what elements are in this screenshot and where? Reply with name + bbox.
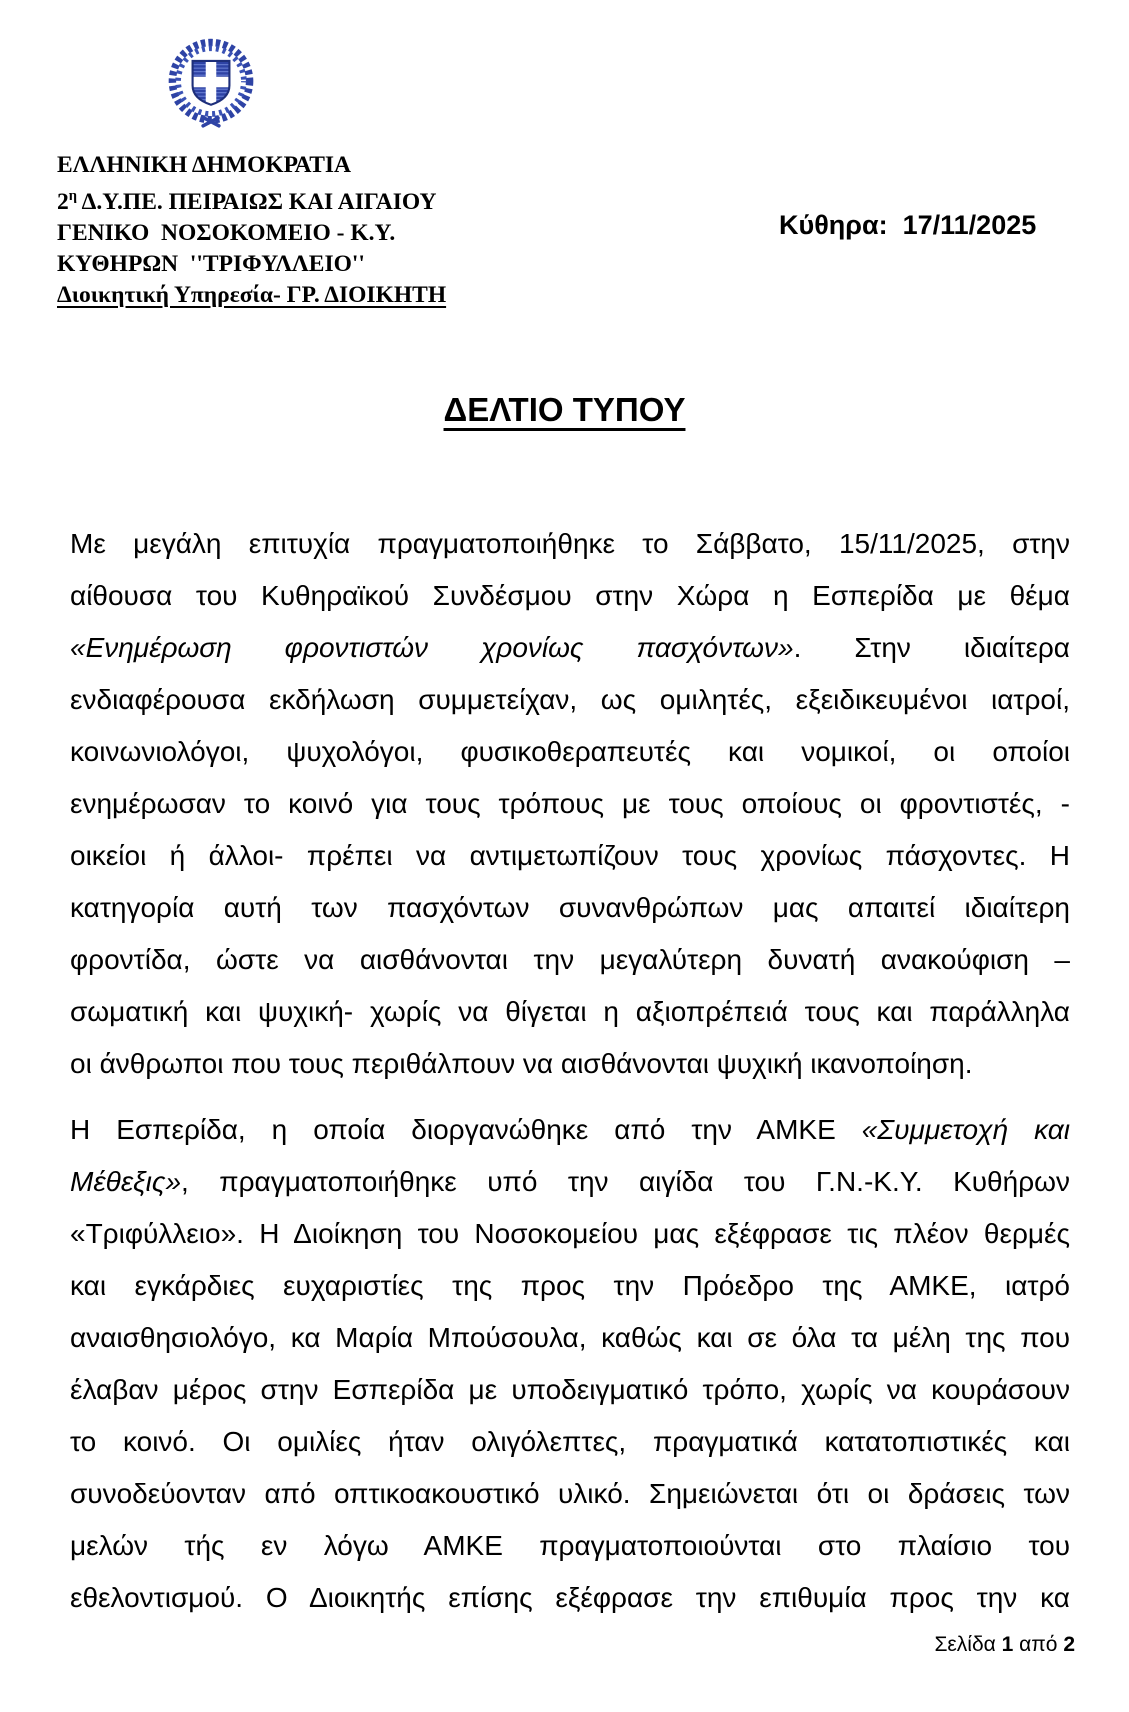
- paragraph: [70, 1104, 1070, 1624]
- text-segment: 1: [1001, 1633, 1014, 1656]
- text-line: [70, 674, 1070, 726]
- text-line: [70, 518, 1070, 570]
- text-line: [70, 1038, 1070, 1090]
- letterhead-line: [57, 218, 446, 249]
- text-line: [70, 778, 1070, 830]
- text-line: [70, 1520, 1070, 1572]
- text-segment: ΓΕΝΙΚΟ ΝΟΣΟΚΟΜΕΙΟ - Κ.Υ.: [57, 219, 396, 246]
- text-segment: ΚΥΘΗΡΩΝ ''ΤΡΙΦΥΛΛΕΙΟ'': [57, 250, 365, 277]
- text-line: [70, 570, 1070, 622]
- text-segment: σωματική και ψυχική- χωρίς να θίγεται η αξιοπρέπειά τους και παράλληλα: [70, 996, 1070, 1027]
- text-segment: ενδιαφέρουσα εκδήλωση συμμετείχαν, ως ομιλητές, εξειδικευμένοι ιατροί,: [70, 684, 1070, 715]
- text-segment: αναισθησιολόγο, κα Μαρία Μπούσουλα, καθώς και σε όλα τα μέλη της που: [70, 1322, 1070, 1353]
- letterhead: [57, 150, 446, 311]
- text-segment: Η Εσπερίδα, η οποία διοργανώθηκε από την ΑΜΚΕ: [70, 1114, 862, 1145]
- text-segment: οικείοι ή άλλοι- πρέπει να αντιμετωπίζουν τους χρονίως πάσχοντες. Η: [70, 840, 1070, 871]
- text-segment: Σελίδα: [934, 1633, 1002, 1656]
- text-segment: «Ενημέρωση φροντιστών χρονίως πασχόντων»: [70, 632, 794, 663]
- text-segment: κοινωνιολόγοι, ψυχολόγοι, φυσικοθεραπευτές και νομικοί, οι οποίοι: [70, 736, 1070, 767]
- text-line: [70, 882, 1070, 934]
- text-segment: Δ.Υ.ΠΕ. ΠΕΙΡΑΙΩΣ ΚΑΙ ΑΙΓΑΙΟΥ: [77, 188, 437, 215]
- text-line: [70, 830, 1070, 882]
- text-segment: εθελοντισμού. Ο Διοικητής επίσης εξέφρασε την επιθυμία προς την κα: [70, 1582, 1070, 1613]
- hellenic-republic-coat-of-arms-icon: [158, 32, 264, 132]
- letterhead-line: [57, 181, 446, 218]
- text-segment: από: [1013, 1633, 1064, 1656]
- text-segment: οι άνθρωποι που τους περιθάλπουν να αισθάνονται ψυχική ικανοποίηση.: [70, 1048, 973, 1079]
- text-segment: ΕΛΛΗΝΙΚΗ ΔΗΜΟΚΡΑΤΙΑ: [57, 152, 352, 178]
- text-segment: κατηγορία αυτή των πασχόντων συνανθρώπων μας απαιτεί ιδιαίτερη: [70, 892, 1070, 923]
- text-segment: 2: [57, 188, 69, 215]
- text-segment: αίθουσα του Κυθηραϊκού Συνδέσμου στην Χώρα η Εσπερίδα με θέμα: [70, 580, 1070, 611]
- text-segment: έλαβαν μέρος στην Εσπερίδα με υποδειγματικό τρόπο, χωρίς να κουράσουν: [70, 1374, 1070, 1405]
- press-release-title: ΔΕΛΤΙΟ ΤΥΠΟΥ: [443, 391, 686, 428]
- text-line: [70, 1364, 1070, 1416]
- text-line: [70, 934, 1070, 986]
- text-segment: συνοδεύονταν από οπτικοακουστικό υλικό. Σημειώνεται ότι οι δράσεις των: [70, 1478, 1070, 1509]
- text-segment: ενημέρωσαν το κοινό για τους τρόπους με τους οποίους οι φροντιστές, -: [70, 788, 1070, 819]
- text-line: [70, 1260, 1070, 1312]
- text-segment: και εγκάρδιες ευχαριστίες της προς την Πρόεδρο της ΑΜΚΕ, ιατρό: [70, 1270, 1070, 1301]
- text-segment: φροντίδα, ώστε να αισθάνονται την μεγαλύτερη δυνατή ανακούφιση –: [70, 944, 1070, 975]
- text-line: [70, 726, 1070, 778]
- text-line: [70, 1208, 1070, 1260]
- text-segment: Με μεγάλη επιτυχία πραγματοποιήθηκε το Σάββατο, 15/11/2025, στην: [70, 528, 1070, 559]
- text-segment: 2: [1063, 1633, 1075, 1656]
- text-segment: . Στην ιδιαίτερα: [793, 632, 1070, 663]
- dateline: Κύθηρα: 17/11/2025: [779, 210, 1037, 240]
- text-segment: «Τριφύλλειο». Η Διοίκηση του Νοσοκομείου μας εξέφρασε τις πλέον θερμές: [70, 1218, 1070, 1249]
- paragraph: [70, 518, 1070, 1090]
- text-line: [70, 1572, 1070, 1624]
- text-segment: «Συμμετοχή και: [861, 1114, 1070, 1145]
- text-line: [70, 1416, 1070, 1468]
- text-segment: το κοινό. Οι ομιλίες ήταν ολιγόλεπτες, πραγματικά κατατοπιστικές και: [70, 1426, 1070, 1457]
- text-line: [70, 1104, 1070, 1156]
- text-segment: Διοικητική Υπηρεσία- ΓΡ. ΔΙΟΙΚΗΤΗ: [57, 281, 447, 308]
- text-line: [70, 1156, 1070, 1208]
- text-segment: η: [68, 188, 78, 204]
- text-line: [70, 1468, 1070, 1520]
- page-number: [934, 1632, 1075, 1658]
- letterhead-line: [57, 249, 446, 280]
- text-line: [70, 1312, 1070, 1364]
- letterhead-line: [57, 280, 446, 311]
- text-line: [70, 622, 1070, 674]
- text-segment: , πραγματοποιήθηκε υπό την αιγίδα του Γ.Ν.-Κ.Υ. Κυθήρων: [181, 1166, 1070, 1197]
- title-wrap: [0, 391, 1129, 429]
- document-body: [70, 518, 1070, 1638]
- text-segment: μελών τής εν λόγω ΑΜΚΕ πραγματοποιούνται στο πλαίσιο του: [70, 1530, 1070, 1561]
- letterhead-line: [57, 150, 446, 181]
- text-line: [70, 986, 1070, 1038]
- text-segment: Μέθεξις»: [70, 1166, 182, 1197]
